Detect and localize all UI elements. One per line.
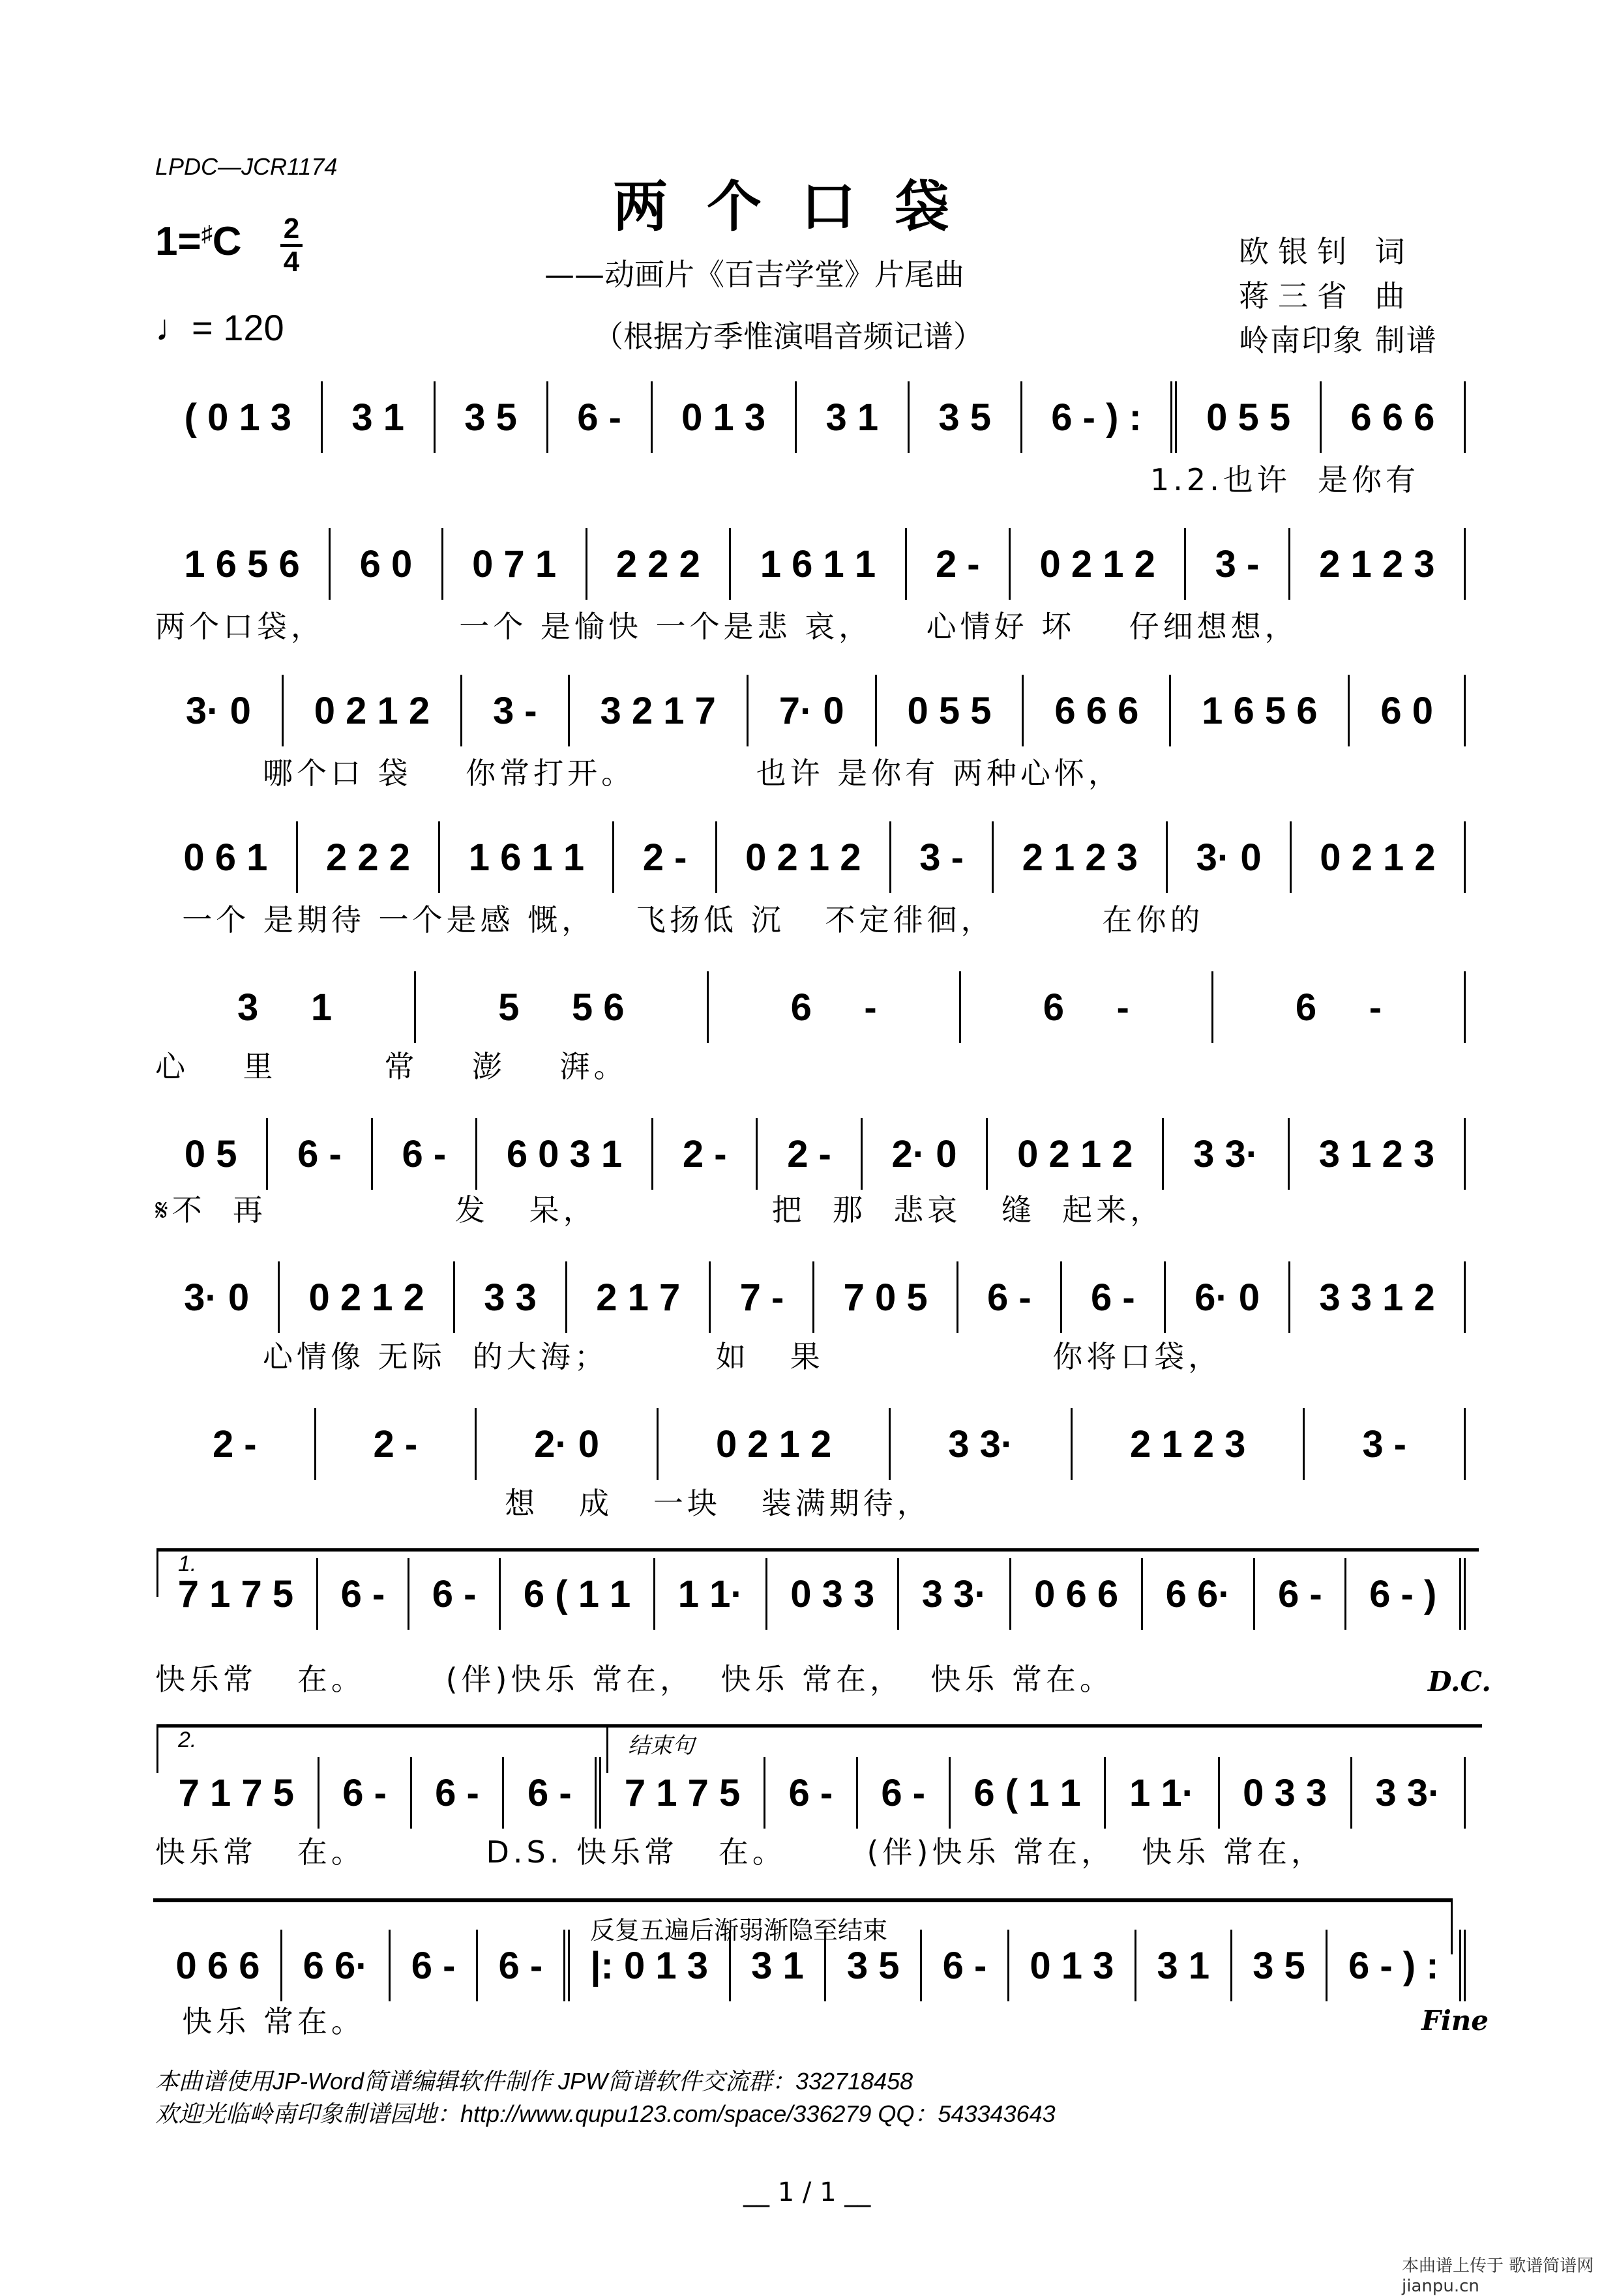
- measure: 6 -: [957, 1261, 1060, 1333]
- lyrics-line: 1.2.也许 是你有: [155, 462, 1420, 497]
- measure: 6 -: [266, 1118, 370, 1190]
- measure: 0 1 3: [651, 381, 795, 453]
- lyrics-line: 心情像 无际 的大海； 如 果 你将口袋，: [155, 1339, 1223, 1374]
- transcription-note: （根据方季惟演唱音频记谱）: [593, 319, 983, 354]
- measure: 3 1: [729, 1930, 825, 2001]
- measure: 6 -: [476, 1930, 563, 2001]
- measure: 0 2 1 2: [282, 675, 460, 746]
- measure: 3 1: [237, 986, 333, 1029]
- measure: 6 0: [1348, 675, 1465, 746]
- page-number: __ 1 / 1 __: [743, 2177, 871, 2207]
- measure: 5 5 6: [414, 971, 706, 1043]
- measure: 0 5 5: [875, 675, 1022, 746]
- measure: 1 6 5 6: [1169, 675, 1348, 746]
- measure: 2 1 7: [565, 1261, 709, 1333]
- composer-credit: 蒋三省 曲: [1239, 278, 1414, 314]
- lyrics-line: 哪个口 袋 你常打开。 也许 是你有 两种心怀，: [155, 756, 1122, 791]
- measure: 0 1 3: [1007, 1930, 1135, 2001]
- measure: 3· 0: [1166, 821, 1290, 893]
- measure: 6 0 3 1: [475, 1118, 651, 1190]
- measure: 0 6 6: [1009, 1558, 1140, 1630]
- measure: 3 3·: [1162, 1118, 1288, 1190]
- measure: 6 6·: [1141, 1558, 1253, 1630]
- song-title: 两个口袋: [613, 174, 989, 239]
- measure: 3· 0: [185, 689, 251, 732]
- measure: 7 0 5: [812, 1261, 956, 1333]
- measure: 0 6 6: [175, 1944, 260, 1987]
- measure: 7 1 7 5: [595, 1757, 764, 1829]
- lyrics-line: 快乐 常在。: [155, 2004, 365, 2039]
- song-subtitle: ——动画片《百吉学堂》片尾曲: [544, 257, 964, 292]
- notation-row: [155, 1118, 1466, 1190]
- measure: 6 -: [371, 1118, 475, 1190]
- measure: 6· 0: [1164, 1261, 1288, 1333]
- measure: 7 -: [709, 1261, 812, 1333]
- dc-mark: D.C.: [1428, 1666, 1491, 1698]
- tempo-marking: ♩= 120: [155, 307, 284, 348]
- notation-row: [155, 1408, 1466, 1480]
- lyrics-line: 想 成 一块 装满期待，: [155, 1486, 931, 1521]
- arranger-credit: 岭南印象 制谱: [1239, 323, 1438, 358]
- notation-row: [155, 381, 1466, 453]
- measure: 2 -: [314, 1408, 475, 1480]
- lyrics-line: 𝄋不 再 发 呆， 把 那 悲哀 缝 起来，: [155, 1192, 1165, 1228]
- measure: 2 2 2: [586, 528, 730, 600]
- measure: 6 6 6: [1320, 381, 1466, 453]
- lyrics-line: 一个 是期待 一个是感 慨， 飞扬低 沉 不定徘徊， 在你的: [155, 902, 1204, 937]
- measure: 0 5: [184, 1132, 237, 1175]
- measure: 6 -: [856, 1757, 949, 1829]
- measure: 0 7 1: [441, 528, 586, 600]
- measure: 6 -: [959, 971, 1211, 1043]
- measure: 6 -: [408, 1558, 499, 1630]
- measure: 3 3: [453, 1261, 565, 1333]
- measure: 2 -: [756, 1118, 860, 1190]
- footer-software-note: 本曲谱使用JP-Word简谱编辑软件制作 JPW简谱软件交流群：332718458: [155, 2068, 913, 2095]
- measure: 6 -: [502, 1757, 595, 1829]
- lyrics-line: 两个口袋， 一个 是愉快 一个是悲 哀， 心情好 坏 仔细想想，: [155, 609, 1299, 644]
- measure: 6 -: [546, 381, 651, 453]
- sharp-icon: ♯: [201, 221, 213, 246]
- measure: 6 - ) :: [1020, 381, 1171, 453]
- measure: 6 -: [1253, 1558, 1344, 1630]
- measure: 0 2 1 2: [1009, 528, 1184, 600]
- measure: 6 - ) :: [1326, 1930, 1466, 2001]
- measure: 6 ( 1 1: [949, 1757, 1105, 1829]
- measure: 1 1·: [653, 1558, 765, 1630]
- measure: ( 0 1 3: [184, 396, 292, 439]
- notation-row: [155, 1261, 1466, 1333]
- notation-row: [155, 528, 1466, 600]
- lyrics-line: 快乐常 在。 D.S. 快乐常 在。 (伴)快乐 常在， 快乐 常在，: [155, 1834, 1325, 1870]
- measure: 0 5 5: [1170, 381, 1319, 453]
- volta-1: [156, 1548, 1479, 1597]
- volta-2: [156, 1724, 621, 1773]
- lyrics-line: 快乐常 在。 (伴)快乐 常在， 快乐 常在， 快乐 常在。: [155, 1662, 1114, 1697]
- time-top: 2: [283, 213, 300, 244]
- measure: 2 1 2 3: [1071, 1408, 1303, 1480]
- measure: 0 2 1 2: [715, 821, 889, 893]
- measure: 3 1: [321, 381, 434, 453]
- volta-1-label: 1.: [178, 1552, 197, 1576]
- repeat-instruction: 反复五遍后渐弱渐隐至结束: [590, 1916, 888, 1945]
- measure: 3 2 1 7: [568, 675, 747, 746]
- measure: 3 -: [460, 675, 568, 746]
- measure: 3· 0: [184, 1276, 250, 1319]
- measure: 2 1 2 3: [992, 821, 1166, 893]
- measure: 3 1: [1135, 1930, 1230, 2001]
- notation-row: [155, 971, 1466, 1043]
- volta-2-label: 2.: [178, 1728, 197, 1752]
- measure: 6 -: [1060, 1261, 1164, 1333]
- measure: 7 1 7 5: [178, 1771, 294, 1814]
- measure: 2 -: [212, 1422, 257, 1465]
- footer-website-note: 欢迎光临岭南印象制谱园地：http://www.qupu123.com/space/336279 QQ：543343643: [155, 2100, 1056, 2127]
- measure: 6 -: [389, 1930, 476, 2001]
- measure: 0 6 1: [183, 836, 268, 879]
- measure: 3 5: [434, 381, 546, 453]
- lyricist-credit: 欧银钊 词: [1239, 234, 1414, 269]
- measure: 3 3·: [889, 1408, 1071, 1480]
- measure: 2 -: [905, 528, 1009, 600]
- measure: 6 0: [329, 528, 441, 600]
- time-bottom: 4: [283, 246, 300, 278]
- measure: 1 6 1 1: [438, 821, 612, 893]
- measure: 1 6 1 1: [729, 528, 904, 600]
- ending-label: 结束句: [628, 1733, 694, 1758]
- measure: 2 1 2 3: [1288, 528, 1466, 600]
- measure: 6 -: [318, 1757, 410, 1829]
- measure: 3 3 1 2: [1288, 1261, 1466, 1333]
- measure: 6 ( 1 1: [499, 1558, 653, 1630]
- measure: 3 1 2 3: [1288, 1118, 1466, 1190]
- measure: 3 1: [795, 381, 908, 453]
- measure: 0 3 3: [765, 1558, 897, 1630]
- measure: 6 -: [764, 1757, 856, 1829]
- measure: 7· 0: [747, 675, 875, 746]
- measure: 1 6 5 6: [184, 542, 300, 585]
- measure: 3 -: [1303, 1408, 1466, 1480]
- notation-row: [155, 675, 1466, 746]
- measure: 2 -: [651, 1118, 756, 1190]
- measure: 0 2 1 2: [278, 1261, 453, 1333]
- measure: 3 5: [1230, 1930, 1326, 2001]
- measure: 7 1 7 5: [177, 1572, 294, 1615]
- measure: 2· 0: [861, 1118, 987, 1190]
- measure: 6 -: [707, 971, 959, 1043]
- key-prefix: 1=: [155, 219, 201, 264]
- measure: 3 3·: [897, 1558, 1009, 1630]
- time-signature: [280, 215, 303, 276]
- measure: 6 - ): [1344, 1558, 1466, 1630]
- measure: 3 5: [908, 381, 1020, 453]
- measure: 6 6·: [280, 1930, 389, 2001]
- measure: 6 -: [1211, 971, 1466, 1043]
- key-signature: [155, 218, 241, 265]
- measure: 6 6 6: [1022, 675, 1169, 746]
- measure: 1 1·: [1104, 1757, 1217, 1829]
- key-letter: C: [212, 219, 242, 264]
- measure: 0 2 1 2: [1290, 821, 1466, 893]
- measure: 2 -: [612, 821, 715, 893]
- measure: 3 -: [1184, 528, 1288, 600]
- measure: 6 -: [410, 1757, 503, 1829]
- measure: 6 -: [316, 1558, 408, 1630]
- score-code: LPDC—JCR1174: [155, 153, 338, 180]
- measure: |: 0 1 3: [563, 1930, 729, 2001]
- measure: 0 2 1 2: [986, 1118, 1162, 1190]
- watermark: 本曲谱上传于 歌谱简谱网 jianpu.cn: [1402, 2256, 1594, 2296]
- measure: 3 -: [889, 821, 992, 893]
- measure: 0 2 1 2: [657, 1408, 889, 1480]
- fine-mark: Fine: [1421, 2005, 1489, 2037]
- measure: 2· 0: [475, 1408, 657, 1480]
- lyrics-line: 心 里 常 澎 湃。: [155, 1049, 628, 1084]
- measure: 3 5: [824, 1930, 920, 2001]
- measure: 3 3·: [1350, 1757, 1466, 1829]
- ending-bracket: [606, 1724, 1482, 1773]
- measure: 6 -: [920, 1930, 1007, 2001]
- notation-row: [155, 821, 1466, 893]
- measure: 0 3 3: [1218, 1757, 1350, 1829]
- measure: 2 2 2: [296, 821, 439, 893]
